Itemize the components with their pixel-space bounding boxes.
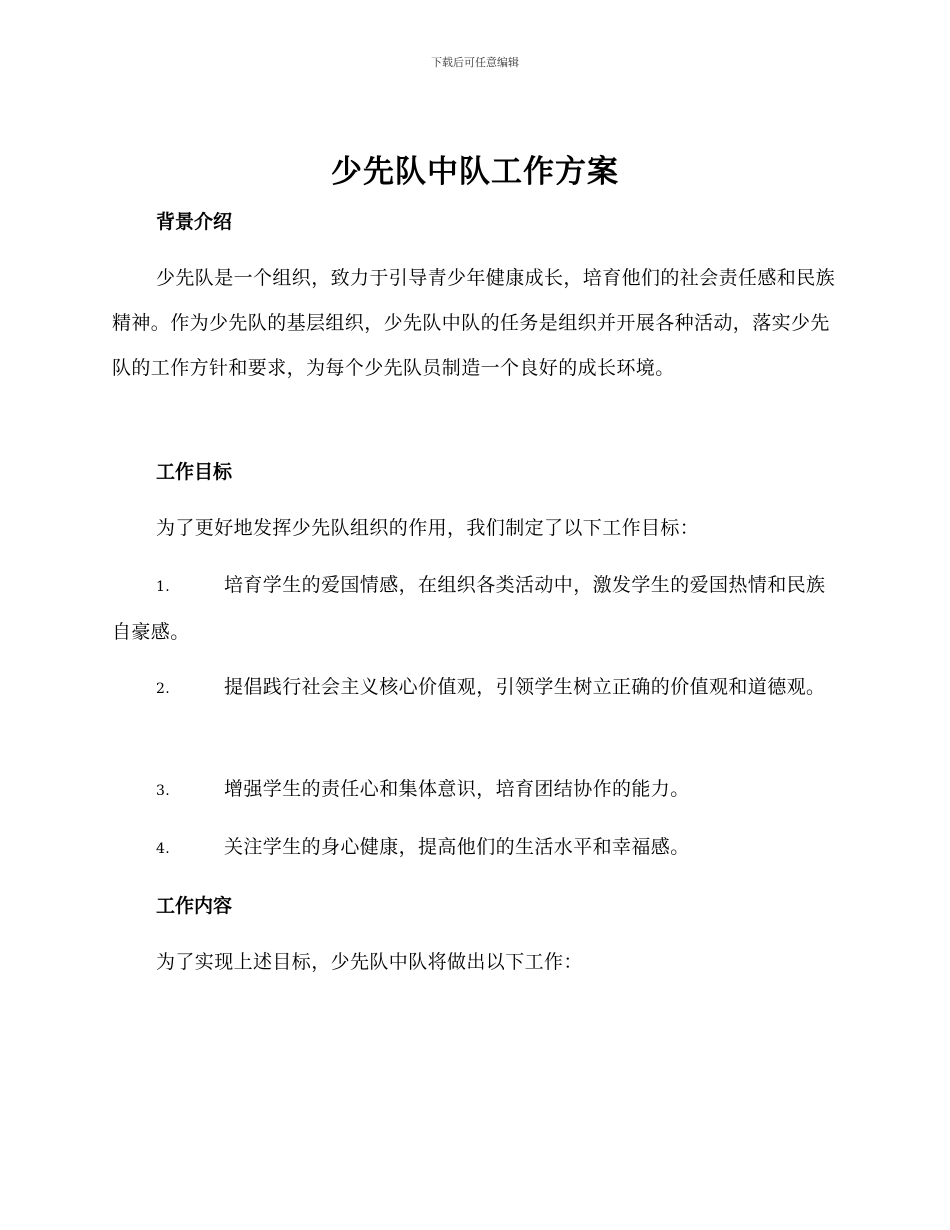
goal-item-2 <box>112 665 842 712</box>
section-heading-content: 工作内容 <box>156 895 233 917</box>
section-heading-goals: 工作目标 <box>156 461 233 483</box>
list-number: 2. <box>156 681 171 697</box>
background-paragraph: 少先队是一个组织，致力于引导青少年健康成长，培育他们的社会责任感和民族精神。作为少先队的基层组织，少先队中队的任务是组织并开展各种活动，落实少先队的工作方针和要求，为每个少先队员制造一个良好的成长环境。 <box>112 267 836 379</box>
goal-text: 增强学生的责任心和集体意识，培育团结协作的能力。 <box>224 778 690 800</box>
goal-text: 关注学生的身心健康，提高他们的生活水平和幸福感。 <box>224 836 690 858</box>
goal-item-1 <box>112 563 842 655</box>
goals-intro: 为了更好地发挥少先队组织的作用，我们制定了以下工作目标： <box>156 517 700 539</box>
content-intro: 为了实现上述目标，少先队中队将做出以下工作： <box>156 951 583 973</box>
list-number: 1. <box>156 579 171 595</box>
list-number: 3. <box>156 783 171 799</box>
goal-item-3 <box>112 767 842 814</box>
document-title: 少先队中队工作方案 <box>331 154 619 190</box>
header-note: 下载后可任意编辑 <box>431 56 519 69</box>
goal-item-4 <box>112 825 842 872</box>
section-heading-background: 背景介绍 <box>156 211 233 233</box>
list-number: 4. <box>156 841 171 857</box>
goal-text: 提倡践行社会主义核心价值观，引领学生树立正确的价值观和道德观。 <box>224 676 826 698</box>
goal-text: 培育学生的爱国情感，在组织各类活动中，激发学生的爱国热情和民族自豪感。 <box>112 574 826 643</box>
